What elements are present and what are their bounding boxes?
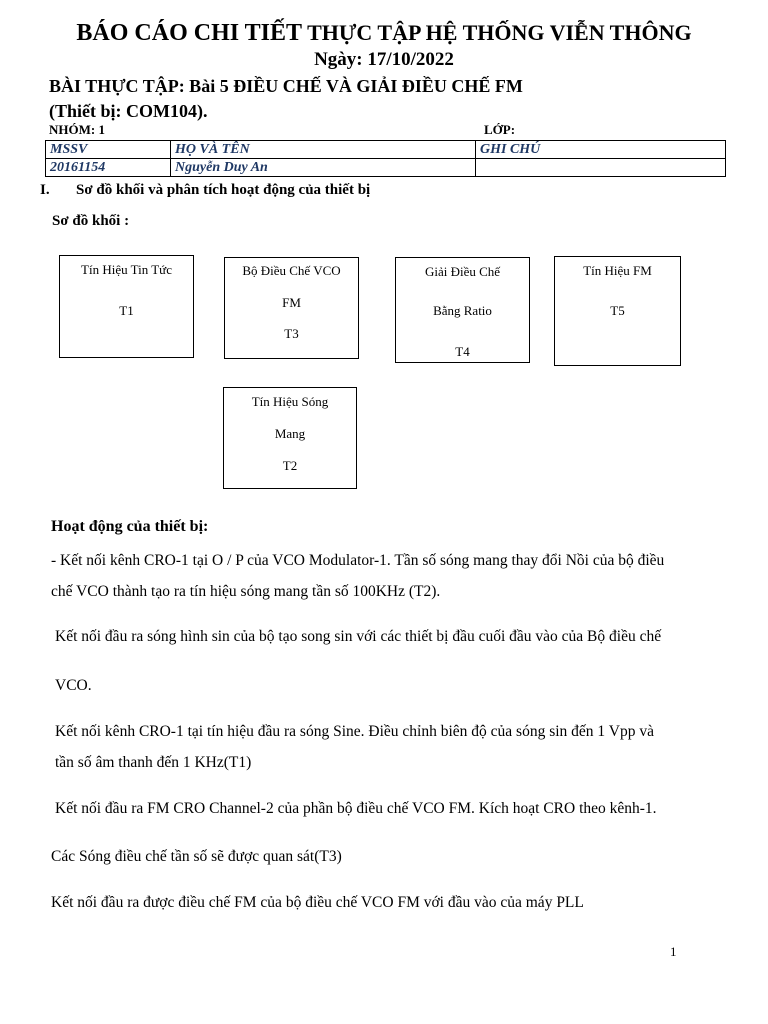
block-code: T5 [610,303,625,318]
body-line: Kết nối đầu ra FM CRO Channel-2 của phần bộ điều chế VCO FM. Kích hoạt CRO theo kênh-1. [55,800,657,817]
table-row [46,159,726,177]
group-label: NHÓM: 1 [49,122,105,137]
operation-heading: Hoạt động của thiết bị: [51,518,209,535]
block-code: T2 [282,458,298,473]
lab-title: BÀI THỰC TẬP: Bài 5 ĐIỀU CHẾ VÀ GIẢI ĐIỀU CHẾ FM [49,76,523,96]
body-line: - Kết nối kênh CRO-1 tại O / P của VCO Modulator-1. Tần số sóng mang thay đổi Nồi của bộ điều [51,552,665,569]
block-diagram-heading: Sơ đồ khối : [52,213,130,229]
report-title-bold: BÁO CÁO CHI TIẾT [76,20,302,46]
block-label: Bộ Điều Chế VCO [242,263,341,278]
body-line: tần số âm thanh đến 1 KHz(T1) [55,754,252,771]
section-heading [40,182,370,199]
report-title [0,20,768,47]
block-label: Mang [274,426,306,441]
body-line: chế VCO thành tạo ra tín hiệu sóng mang tần số 100KHz (T2). [51,583,441,600]
block-t5 [554,256,681,366]
block-label: Tín Hiệu FM [583,263,652,278]
block-label: Tín Hiệu Sóng [251,394,329,409]
report-date: Ngày: 17/10/2022 [314,49,454,70]
body-line: Kết nối kênh CRO-1 tại tín hiệu đầu ra sóng Sine. Điều chỉnh biên độ của sóng sin đến 1 Vpp và [55,723,654,740]
block-label: Bằng Ratio [433,303,492,318]
table-cell: 20161154 [46,159,171,177]
block-code: T4 [455,344,470,359]
report-title-rest: THỰC TẬP HỆ THỐNG VIỄN THÔNG [307,20,692,45]
block-t2 [223,387,357,489]
page-number: 1 [670,944,677,959]
block-code: T3 [284,326,299,341]
table-cell [476,159,726,177]
block-t3 [224,257,359,359]
block-label: FM [282,295,301,310]
block-code: T1 [119,303,134,318]
section-title: Sơ đồ khối và phân tích hoạt động của thiết bị [76,182,371,198]
section-number: I. [40,182,50,198]
block-t1 [59,255,194,358]
student-info-table [45,140,726,177]
table-header-row [46,141,726,159]
table-header-cell: GHI CHÚ [476,141,726,159]
body-line: Kết nối đầu ra được điều chế FM của bộ điều chế VCO FM với đầu vào của máy PLL [51,894,584,911]
body-line: Kết nối đầu ra sóng hình sin của bộ tạo song sin với các thiết bị đầu cuối đầu vào của Bộ điều chế [55,628,662,645]
device-label: (Thiết bị: COM104). [49,101,208,121]
body-line: VCO. [55,677,92,694]
table-cell: Nguyễn Duy An [171,159,476,177]
table-header-cell: MSSV [46,141,171,159]
body-line: Các Sóng điều chế tần số sẽ được quan sát(T3) [51,848,342,865]
class-label: LỚP: [484,122,516,137]
table-header-cell: HỌ VÀ TÊN [171,141,476,159]
block-label: Tín Hiệu Tin Tức [81,262,172,277]
block-t4 [395,257,530,363]
block-label: Giải Điều Chế [424,264,501,279]
